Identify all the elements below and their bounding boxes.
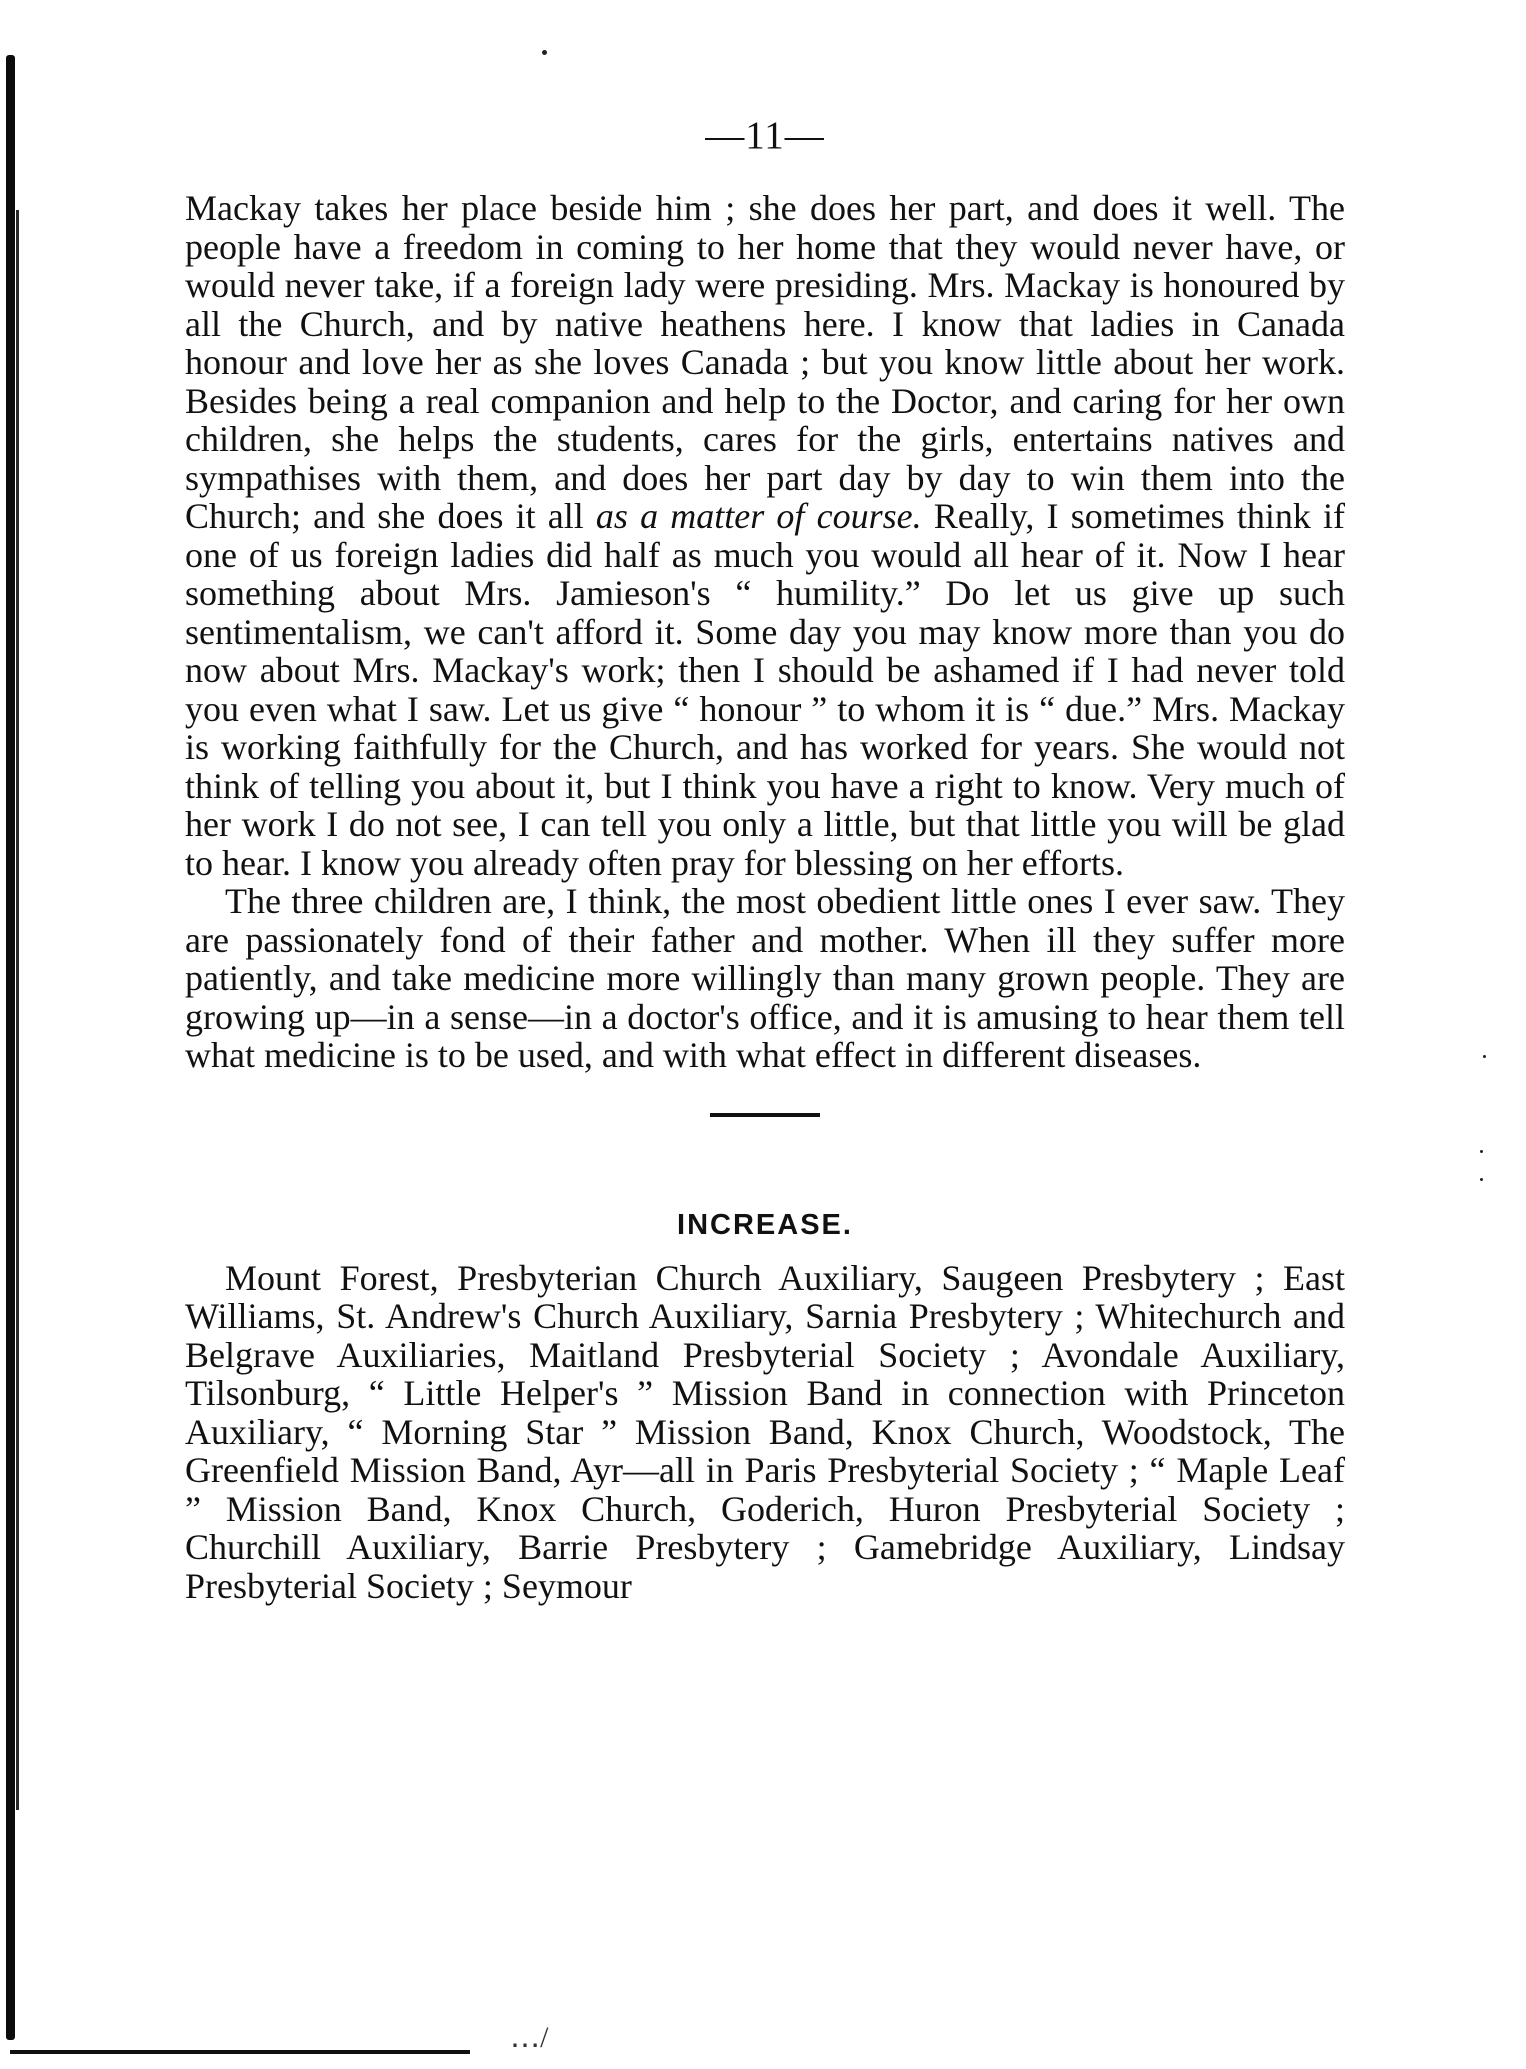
bottom-edge-rule [10, 2050, 470, 2054]
body-paragraph-2: The three children are, I think, the most obedient little ones I ever saw. They are passionately fond of their father and mother. When ill they suffer more patiently, and take medicine more willingly than many grown people. They are growing up—in a sense—in a doctor's office, and it is amusing to hear them tell what medicine is to be used, and with what effect in different diseases. [185, 881, 1345, 1075]
page-number: —11— [705, 114, 825, 157]
section-divider-rule [710, 1113, 820, 1117]
scan-speck [542, 50, 547, 55]
paragraph-1-italic-phrase: as a matter of course. [595, 496, 922, 536]
scan-speck [1483, 1055, 1486, 1058]
scan-speck [1480, 1178, 1483, 1181]
section-heading: INCREASE. [677, 1208, 853, 1241]
text-column [185, 112, 1345, 1605]
binding-edge-line [16, 210, 19, 1810]
paragraph-1-text-end: Really, I sometimes think if one of us foreign ladies did half as much you would all hear of it. Now I hear something about Mrs. Jamieson's “ humility.” Do let us give up such sentimentalism, we can't afford it. Some day you may know more than you do now about Mrs. Mackay's work; then I should be ashamed if I had never told you even what I saw. Let us give “ honour ” to whom it is “ due.” Mrs. Mackay is working faithfully for the Church, and has worked for years. She would not think of telling you about it, but I think you have a right to know. Very much of her work I do not see, I can tell you only a little, but that little you will be glad to hear. I know you already often pray for blessing on her efforts. [185, 496, 1346, 883]
paragraph-1-text-start: Mackay takes her place beside him ; she does her part, and does it well. The people have a freedom in coming to her home that they would never have, or would never take, if a foreign lady were presiding. Mrs. Mackay is honoured by all the Church, and by native heathens here. I know that ladies in Canada honour and love her as she loves Canada ; but you know little about her work. Besides being a real companion and help to the Doctor, and caring for her own children, she helps the students, cares for the girls, entertains natives and sympathises with them, and does her part day by day to win them into the Church; and she does it all [185, 188, 1345, 536]
body-paragraph-1 [185, 189, 1345, 882]
scan-speck [1480, 1150, 1483, 1153]
binding-edge-shadow [6, 55, 15, 2040]
bottom-scan-marks: ․․․/ [510, 2021, 549, 2054]
increase-paragraph: Mount Forest, Presbyterian Church Auxiliary, Saugeen Presbytery ; East Williams, St. Andrew's Church Auxiliary, Sarnia Presbytery ; Whitechurch and Belgrave Auxiliaries, Maitland Presbyterial Society ; Avondale Auxiliary, Tilsonburg, “ Little Helper's ” Mission Band in connection with Princeton Auxiliary, “ Morning Star ” Mission Band, Knox Church, Woodstock, The Greenfield Mission Band, Ayr—all in Paris Presbyterial Society ; “ Maple Leaf ” Mission Band, Knox Church, Goderich, Huron Presbyterial Society ; Churchill Auxiliary, Barrie Presbytery ; Gamebridge Auxiliary, Lindsay Presbyterial Society ; Seymour [185, 1257, 1345, 1606]
